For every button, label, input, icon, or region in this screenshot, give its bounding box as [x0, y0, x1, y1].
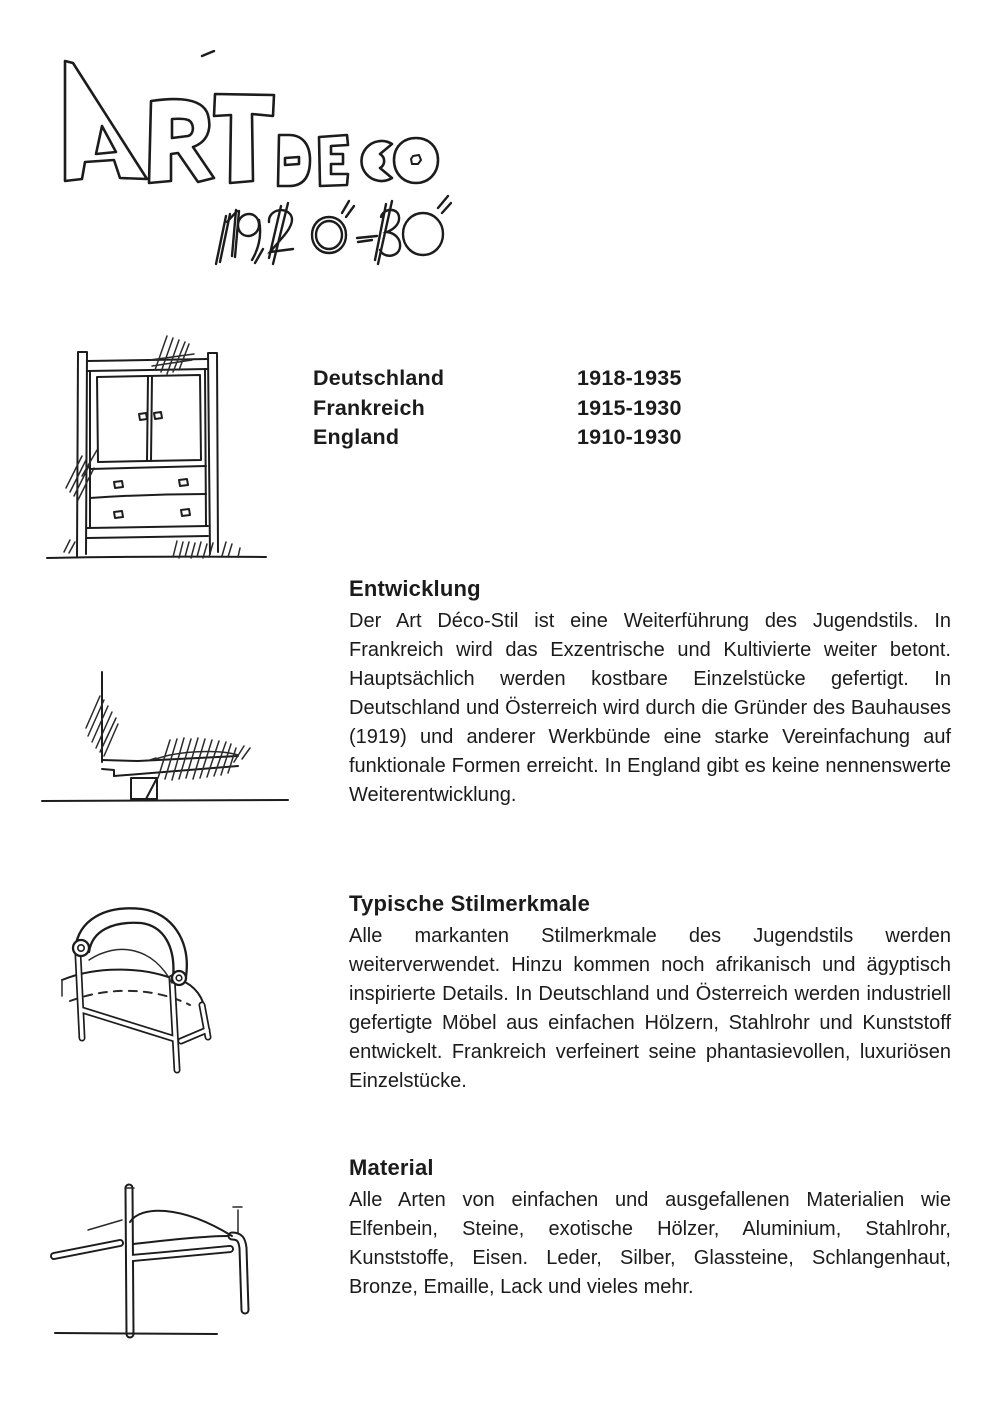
art-deco-logo	[52, 50, 452, 285]
timeline	[313, 364, 793, 453]
section-heading: Material	[349, 1155, 434, 1180]
bench-foot	[131, 778, 157, 799]
cabinet-drawer-divider	[90, 494, 206, 498]
stool-seat	[88, 1211, 232, 1244]
section-material	[349, 1155, 951, 1302]
timeline-row	[313, 364, 793, 394]
stool-frame	[54, 1188, 245, 1334]
timeline-row	[313, 394, 793, 424]
section-body: Alle Arten von einfachen und ausgefallenen Materialien wie Elfenbein, Steine, exotische Hölzer, Aluminium, Stahlrohr, Kunststoffe, Eisen. Leder, Silber, Glassteine, Schlangenhaut, Bronze, Emaille, Lack und vieles mehr.	[349, 1189, 951, 1298]
period-label: 1918-1935	[577, 366, 682, 390]
section-body: Alle markanten Stilmerkmale des Jugendstils werden weiterverwendet. Hinzu kommen noch afrikanisch und ägyptisch inspirierte Details. In Deutschland und Österreich werden industriell gefertigte Möbel aus einfachen Hölzern, Stahlrohr und Kunststoff entwickelt. Frankreich verfeinert seine phantasievollen, luxuriösen Einzelstücke.	[349, 925, 951, 1092]
section-entwicklung	[349, 576, 951, 810]
period-label: 1910-1930	[577, 425, 682, 449]
stool-ground-line	[55, 1333, 217, 1334]
cabinet-doors	[97, 375, 201, 462]
wardrobe-cabinet-sketch	[42, 330, 272, 565]
section-heading: Typische Stilmerkmale	[349, 891, 591, 916]
armchair-back-tube	[73, 908, 187, 985]
section-heading: Entwicklung	[349, 576, 481, 601]
lounge-bench-side-sketch	[38, 638, 303, 808]
tubular-armchair-sketch	[48, 903, 293, 1093]
logo-letters	[65, 61, 438, 186]
country-label: Frankreich	[313, 395, 425, 420]
section-stilmerkmale	[349, 891, 951, 1096]
period-label: 1915-1930	[577, 395, 682, 420]
timeline-row	[313, 423, 793, 453]
country-label: Deutschland	[313, 366, 445, 390]
section-body: Der Art Déco-Stil ist eine Weiterführung des Jugendstils. In Frankreich wird das Exzentrische und Kultivierte weiter betont. Hauptsächlich werden kostbare Einzelstücke gefertigt. In Deutschland und Österreich wird durch die Gründer des Bauhauses (1919) und anderer Werkbünde eine starke Vereinfachung auf funktionale Formen erreicht. In England gibt es keine nennenswerte Weiterentwicklung.	[349, 610, 951, 806]
armchair-legs	[78, 955, 208, 1070]
tubular-stool-sketch	[40, 1176, 330, 1341]
art-deco-logo-drawing	[52, 50, 452, 285]
country-label: England	[313, 425, 400, 449]
